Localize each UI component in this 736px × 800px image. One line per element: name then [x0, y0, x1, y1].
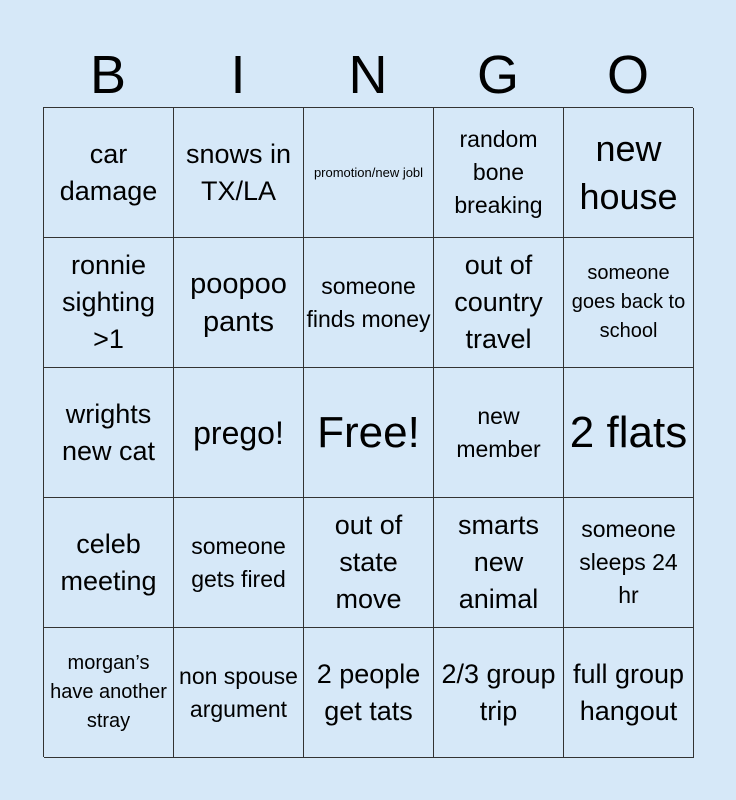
header-letter-o: O — [606, 45, 649, 105]
bingo-cell[interactable]: ronnie sighting >1 — [44, 238, 174, 368]
bingo-cell[interactable]: snows in TX/LA — [174, 108, 304, 238]
bingo-cell[interactable]: promotion/new jobl — [304, 108, 434, 238]
bingo-cell[interactable]: non spouse argument — [174, 628, 304, 758]
bingo-cell[interactable]: 2 flats — [564, 368, 694, 498]
bingo-cell[interactable]: morgan’s have another stray — [44, 628, 174, 758]
bingo-grid — [43, 107, 693, 757]
bingo-cell[interactable]: full group hangout — [564, 628, 694, 758]
header-letter-b: B — [89, 45, 127, 105]
header-letter-n: N — [348, 45, 388, 105]
bingo-cell[interactable]: out of country travel — [434, 238, 564, 368]
header-letter-g: G — [476, 45, 519, 105]
header-letter-i: I — [230, 45, 246, 105]
bingo-cell[interactable]: new member — [434, 368, 564, 498]
bingo-cell[interactable]: out of state move — [304, 498, 434, 628]
bingo-cell[interactable]: someone sleeps 24 hr — [564, 498, 694, 628]
bingo-cell[interactable]: someone gets fired — [174, 498, 304, 628]
bingo-header — [43, 44, 693, 106]
bingo-cell[interactable]: wrights new cat — [44, 368, 174, 498]
bingo-cell[interactable]: someone goes back to school — [564, 238, 694, 368]
bingo-cell[interactable]: smarts new animal — [434, 498, 564, 628]
bingo-cell[interactable]: poopoo pants — [174, 238, 304, 368]
bingo-cell[interactable]: new house — [564, 108, 694, 238]
bingo-cell[interactable]: someone finds money — [304, 238, 434, 368]
bingo-cell[interactable]: random bone breaking — [434, 108, 564, 238]
bingo-cell[interactable]: car damage — [44, 108, 174, 238]
free-space-cell[interactable]: Free! — [304, 368, 434, 498]
bingo-cell[interactable]: celeb meeting — [44, 498, 174, 628]
bingo-cell[interactable]: prego! — [174, 368, 304, 498]
bingo-cell[interactable]: 2/3 group trip — [434, 628, 564, 758]
bingo-cell[interactable]: 2 people get tats — [304, 628, 434, 758]
